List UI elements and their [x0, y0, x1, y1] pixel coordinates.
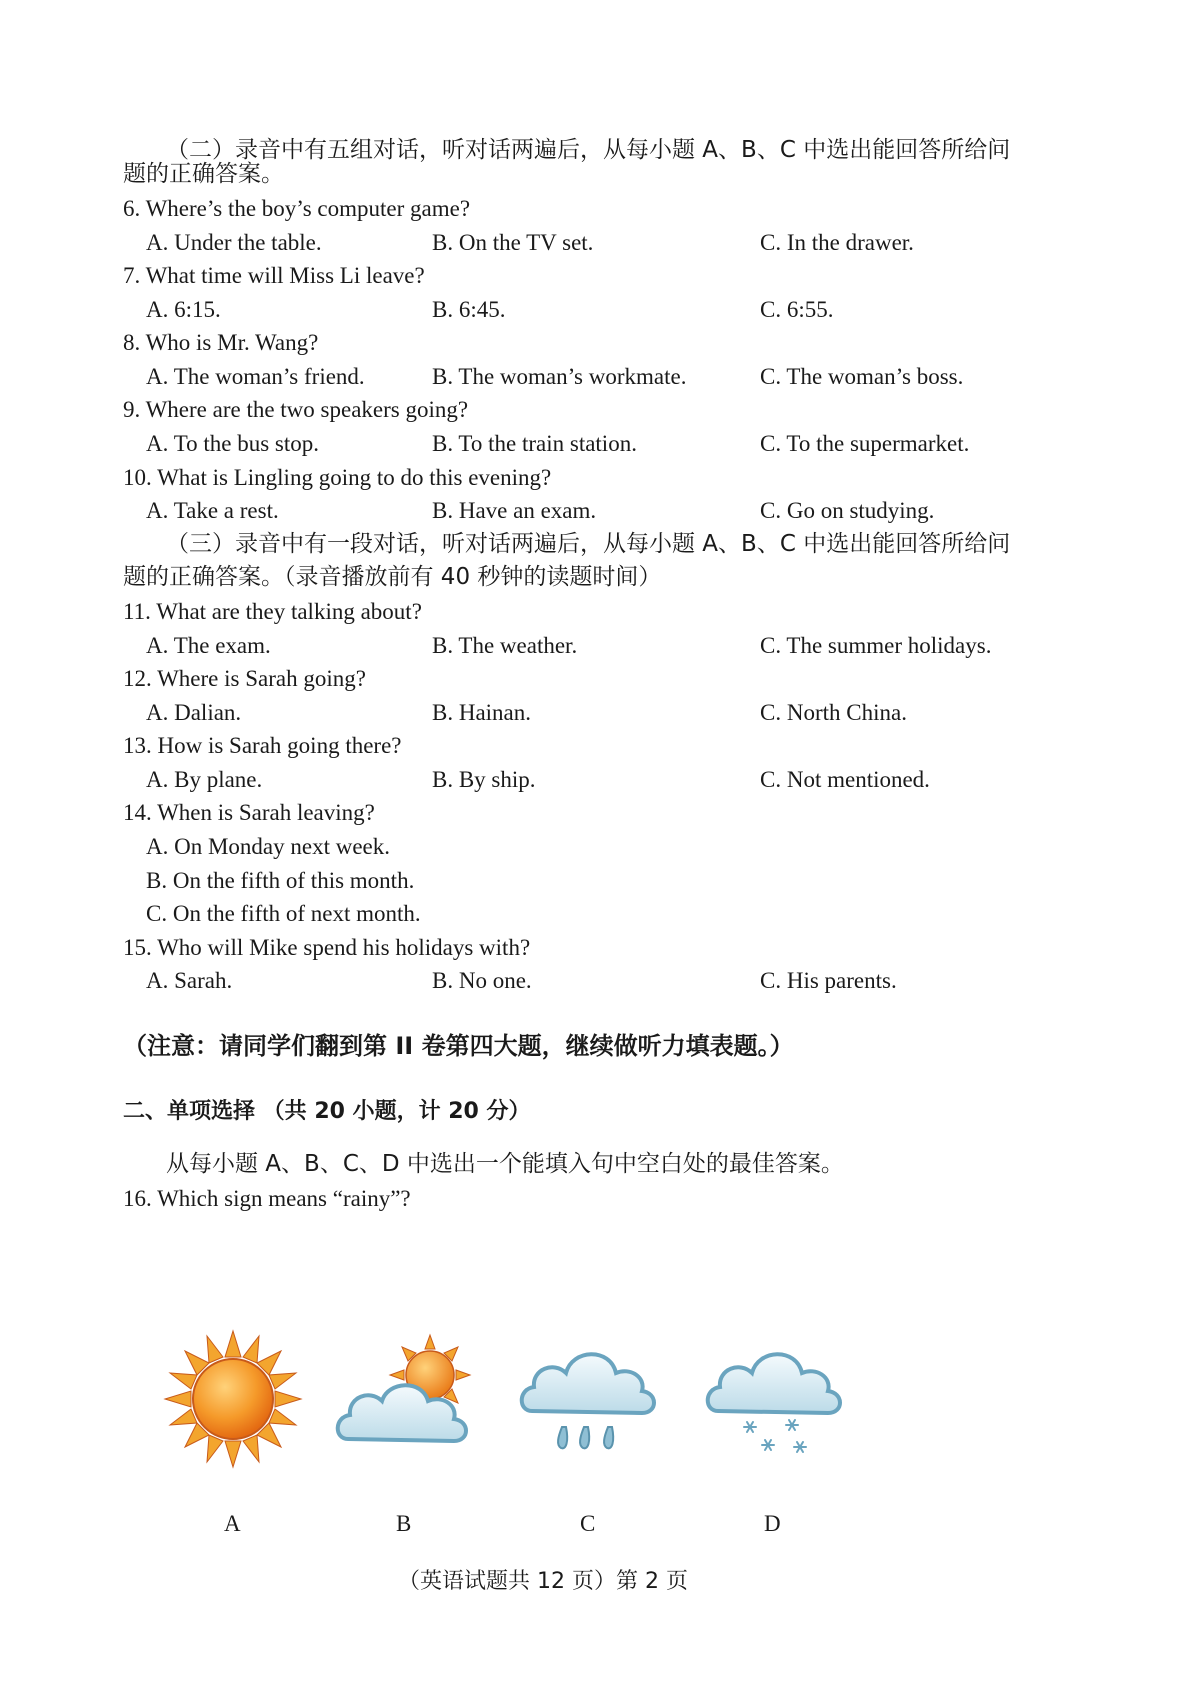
q7-option-c: C. 6:55. — [760, 297, 834, 322]
cloud-sun-icon — [330, 1327, 480, 1487]
q9-option-b: B. To the train station. — [432, 431, 637, 456]
section3-intro-line1: （三）录音中有一段对话，听对话两遍后，从每小题 A、B、C 中选出能回答所给问 — [166, 531, 1011, 557]
question-11: 11. What are they talking about? — [123, 599, 422, 624]
q14-option-b: B. On the fifth of this month. — [146, 868, 415, 893]
q12-option-b: B. Hainan. — [432, 700, 532, 725]
question-10: 10. What is Lingling going to do this evening? — [123, 465, 552, 490]
question-9: 9. Where are the two speakers going? — [123, 397, 469, 422]
question-15: 15. Who will Mike spend his holidays with? — [123, 935, 531, 960]
part2-instruction: 从每小题 A、B、C、D 中选出一个能填入句中空白处的最佳答案。 — [166, 1151, 844, 1177]
q6-option-a: A. Under the table. — [146, 230, 322, 255]
q7-option-b: B. 6:45. — [432, 297, 506, 322]
q10-option-a: A. Take a rest. — [146, 498, 279, 523]
q15-option-a: A. Sarah. — [146, 968, 233, 993]
rain-cloud-icon — [514, 1327, 664, 1487]
image-label-d: D — [764, 1511, 781, 1536]
image-label-a: A — [224, 1511, 241, 1536]
question-16: 16. Which sign means “rainy”? — [123, 1186, 411, 1211]
question-7: 7. What time will Miss Li leave? — [123, 263, 425, 288]
image-label-c: C — [580, 1511, 596, 1536]
image-label-b: B — [396, 1511, 412, 1536]
page-footer: （英语试题共 12 页）第 2 页 — [398, 1569, 688, 1594]
q15-option-b: B. No one. — [432, 968, 532, 993]
question-14: 14. When is Sarah leaving? — [123, 800, 375, 825]
q8-option-b: B. The woman’s workmate. — [432, 364, 687, 389]
q10-option-c: C. Go on studying. — [760, 498, 935, 523]
q14-option-c: C. On the fifth of next month. — [146, 901, 421, 926]
q11-option-b: B. The weather. — [432, 633, 578, 658]
q9-option-a: A. To the bus stop. — [146, 431, 320, 456]
question-12: 12. Where is Sarah going? — [123, 666, 366, 691]
q6-option-b: B. On the TV set. — [432, 230, 594, 255]
q13-option-c: C. Not mentioned. — [760, 767, 930, 792]
q12-option-c: C. North China. — [760, 700, 907, 725]
q7-option-a: A. 6:15. — [146, 297, 221, 322]
snow-cloud-icon — [700, 1327, 850, 1487]
question-8: 8. Who is Mr. Wang? — [123, 330, 319, 355]
q8-option-a: A. The woman’s friend. — [146, 364, 365, 389]
question-13: 13. How is Sarah going there? — [123, 733, 402, 758]
q14-option-a: A. On Monday next week. — [146, 834, 391, 859]
q6-option-c: C. In the drawer. — [760, 230, 914, 255]
notice: （注意：请同学们翻到第 II 卷第四大题，继续做听力填表题。） — [123, 1032, 794, 1060]
q13-option-b: B. By ship. — [432, 767, 536, 792]
q8-option-c: C. The woman’s boss. — [760, 364, 964, 389]
q15-option-c: C. His parents. — [760, 968, 897, 993]
q9-option-c: C. To the supermarket. — [760, 431, 970, 456]
section2-intro-line1: （二）录音中有五组对话，听对话两遍后，从每小题 A、B、C 中选出能回答所给问 — [166, 137, 1011, 163]
q11-option-a: A. The exam. — [146, 633, 271, 658]
part2-heading: 二、单项选择 （共 20 小题，计 20 分） — [123, 1099, 531, 1124]
section2-intro-line2: 题的正确答案。 — [123, 161, 284, 187]
section3-intro-line2: 题的正确答案。（录音播放前有 40 秒钟的读题时间） — [123, 564, 662, 590]
q11-option-c: C. The summer holidays. — [760, 633, 992, 658]
q10-option-b: B. Have an exam. — [432, 498, 597, 523]
q13-option-a: A. By plane. — [146, 767, 263, 792]
sun-icon — [158, 1327, 308, 1487]
q12-option-a: A. Dalian. — [146, 700, 242, 725]
question-6: 6. Where’s the boy’s computer game? — [123, 196, 471, 221]
